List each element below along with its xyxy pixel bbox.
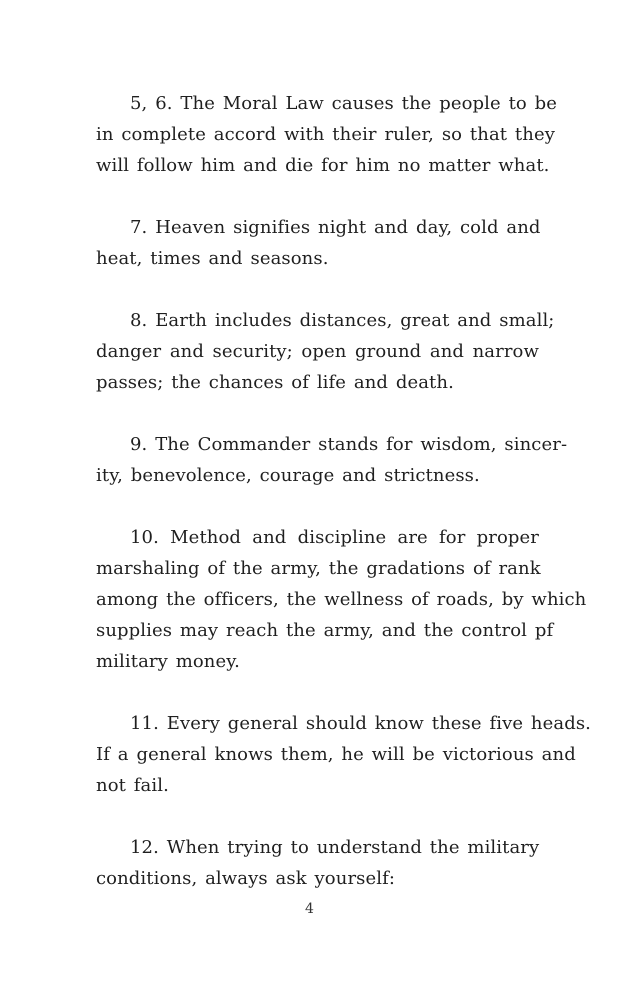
page-number: 4 (305, 901, 314, 917)
text-line: ity, benevolence, courage and strictness. (96, 465, 480, 486)
text-line: marshaling of the army, the gradations of rank (96, 558, 541, 579)
text-line: 7. Heaven signifies night and day, cold and (130, 217, 541, 238)
paragraph-9 (96, 429, 568, 491)
text-line: 11. Every general should know these five heads. (130, 713, 591, 734)
text-line: heat, times and seasons. (96, 248, 329, 269)
text-line: 10. Method and discipline are for proper (130, 527, 539, 548)
text-line: not fail. (96, 775, 169, 796)
text-line: military money. (96, 651, 240, 672)
text-line: danger and security; open ground and narrow (96, 341, 539, 362)
text-line: 12. When trying to understand the military (130, 837, 540, 858)
text-line: passes; the chances of life and death. (96, 372, 454, 393)
paragraph-8 (96, 305, 555, 398)
text-line: 5, 6. The Moral Law causes the people to be (130, 93, 558, 114)
paragraph-12 (96, 832, 539, 894)
paragraph-7 (96, 212, 539, 274)
paragraph-5-6 (96, 88, 558, 181)
text-line: If a general knows them, he will be victorious and (96, 744, 576, 765)
text-line: 8. Earth includes distances, great and small; (130, 310, 555, 331)
text-line: in complete accord with their ruler, so that they (96, 124, 555, 145)
text-line: supplies may reach the army, and the control pf (96, 620, 554, 641)
text-line: among the officers, the wellness of roads, by which (96, 589, 587, 610)
text-line: conditions, always ask yourself: (96, 868, 396, 889)
paragraph-11 (96, 708, 591, 801)
paragraph-10 (96, 522, 587, 677)
text-line: will follow him and die for him no matter what. (96, 155, 550, 176)
text-line: 9. The Commander stands for wisdom, sincer- (130, 434, 568, 455)
